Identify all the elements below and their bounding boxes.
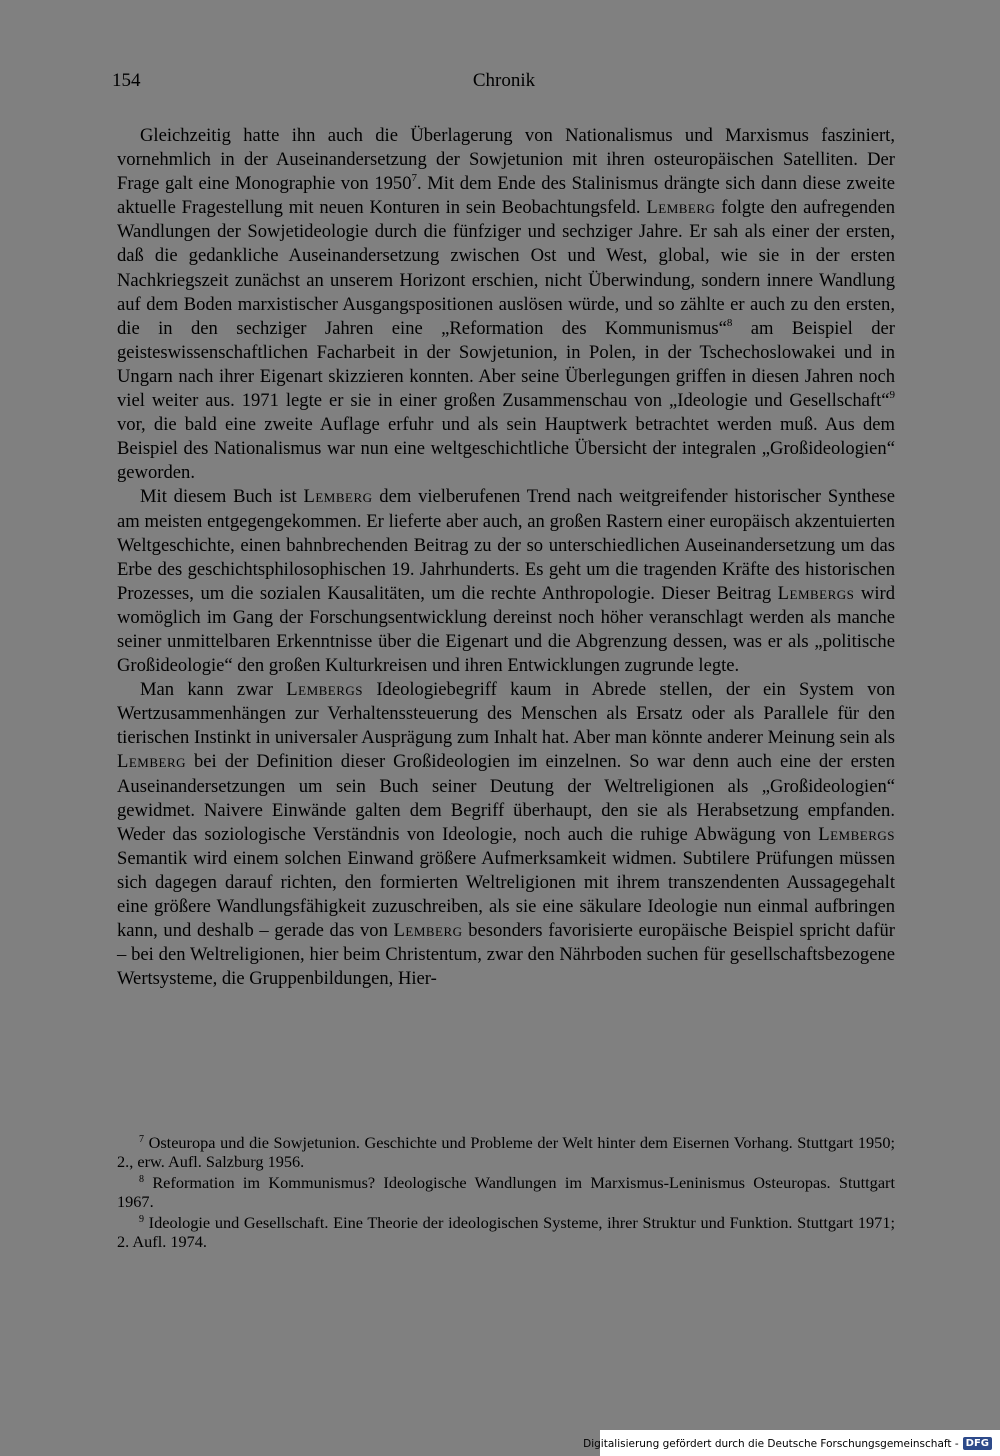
author-name: Lembergs	[818, 823, 895, 845]
credit-text: Digitalisierung gefördert durch die Deutsche Forschungsgemeinschaft -	[583, 1437, 959, 1450]
footnotes	[117, 1133, 895, 1253]
text-run: bei der Definition dieser Großideologien im einzelnen. So war denn auch eine der ersten Auseinandersetzungen um sein Buch seiner Deutung der Weltreligionen als „Großideologien“ gewidmet. Naivere Einwände galten dem Begriff überhaupt, den sie als Herabsetzung empfanden. Weder das soziologische Verständnis von Ideologie, noch auch die ruhige Abwägung von	[117, 751, 895, 845]
footnote-ref-9: 9	[889, 389, 895, 402]
paragraph-1	[117, 124, 895, 485]
paragraph-2	[117, 485, 895, 678]
text-run: wird womöglich im Gang der Forschungsentwicklung dereinst noch höher veranschlagt werden als manche seiner unmittelbaren Erkenntnisse über die Eigenart und die Abgrenzung dessen, was er als „politische Großideologie“ den großen Kulturkreisen und ihren Entwicklungen zugrunde legte.	[117, 582, 895, 677]
footnote-text: Ideologie und Gesellschaft. Eine Theorie der ideologischen Systeme, ihrer Struktur und Funktion. Stuttgart 1971; 2. Aufl. 1974.	[117, 1213, 895, 1251]
author-name: Lemberg	[303, 486, 373, 508]
author-name: Lembergs	[286, 679, 364, 701]
text-run: vor, die bald eine zweite Auflage erfuhr und als sein Hauptwerk betrachtet werden muß. Aus dem Beispiel des Nationalismus war nun eine weltgeschichtliche Übersicht der integralen „Großideologien“ geworden.	[117, 414, 895, 484]
text-run: Gleichzeitig hatte ihn auch die Überlagerung von Nationalismus und Marxismus fasziniert, vornehmlich in der Auseinandersetzung der Sowjetunion mit ihren osteuropäischen Satelliten. Der Frage galt eine Monographie von 1950	[117, 125, 895, 195]
footnote-8	[117, 1173, 895, 1211]
running-head: Chronik	[472, 70, 536, 91]
paragraph-3	[117, 678, 895, 991]
footnote-9	[117, 1213, 895, 1251]
author-name: Lembergs	[777, 582, 855, 604]
text-run: . Mit dem Ende des Stalinismus drängte sich dann diese zweite aktuelle Fragestellung mit neuen Konturen in sein Beobachtungsfeld.	[117, 173, 896, 219]
text-run: am Beispiel der geisteswissenschaftlichen Facharbeit in der Sowjetunion, in Polen, in der Tschechoslowakei und in Ungarn nach ihrer Eigenart skizzieren konnten. Aber seine Überlegungen griffen in diesen Jahren noch viel weiter aus. 1971 legte er sie in einer großen Zusammenschau von „Ideologie und Gesellschaft“	[117, 317, 895, 412]
text-run: besonders favorisierte europäische Beispiel spricht dafür – bei den Weltreligionen, hier beim Christentum, zwar den Nährboden suchen für gesellschaftsbezogene Wertsysteme, die Gruppenbildungen, Hier-	[117, 920, 895, 990]
page-header	[112, 70, 896, 96]
footnote-text: Reformation im Kommunismus? Ideologische Wandlungen im Marxismus-Leninismus Osteuropas. Stuttgart 1967.	[117, 1173, 895, 1211]
dfg-logo-icon: DFG	[963, 1437, 992, 1450]
text-run: folgte den aufregenden Wandlungen der Sowjetideologie durch die fünfziger und sechziger Jahre. Er sah als einer der ersten, daß die gedankliche Auseinandersetzung zwischen Ost und West, global, wie sie in der ersten Nachkriegszeit zunächst an unserem Horizont erschien, nicht Überwindung, sondern innere Wandlung auf dem Boden marxistischer Ausgangspositionen auslösen würde, und so zählte er auch zu den ersten, die in den sechziger Jahren eine „Reformation des Kommunismus“	[117, 197, 895, 339]
text-run: dem vielberufenen Trend nach weitgreifender historischer Synthese am meisten entgegengekommen. Er lieferte aber auch, an großen Rastern einer europäisch akzentuierten Weltgeschichte, einen bahnbrechenden Beitrag zu der so unterschiedlichen Auseinandersetzung um das Erbe des geschichtsphilosophischen 19. Jahrhunderts. Es geht um die tragenden Kräfte des historischen Prozesses, um die sozialen Kausalitäten, um die rechte Anthropologie. Dieser Beitrag	[117, 486, 896, 604]
digitization-credit	[583, 1437, 992, 1450]
text-run: Semantik wird einem solchen Einwand größere Aufmerksamkeit widmen. Subtilere Prüfungen müssen sich dagegen darauf richten, den formierten Weltreligionen mit ihrem transzendenten Aussagegehalt eine größere Wandlungsfähigkeit zuzuschreiben, als sie eine säkulare Ideologie nun einmal aufbringen kann, und deshalb – gerade das von	[117, 847, 895, 942]
footnote-ref-8: 8	[726, 316, 733, 329]
text-run: Ideologiebegriff kaum in Abrede stellen, der ein System von Wertzusammenhängen zur Verhaltenssteuerung des Menschen als Ersatz oder als Parallele für den tierischen Instinkt in universaler Ausprägung zum Inhalt hat. Aber man könnte anderer Meinung sein als	[117, 679, 895, 749]
footnote-text: Osteuropa und die Sowjetunion. Geschichte und Probleme der Welt hinter dem Eisernen Vorhang. Stuttgart 1950; 2., erw. Aufl. Salzburg 1956.	[117, 1133, 895, 1171]
body-text	[117, 124, 895, 991]
author-name: Lemberg	[393, 920, 463, 942]
footnote-mark: 9	[139, 1214, 144, 1225]
author-name: Lemberg	[646, 197, 716, 219]
text-run: Man kann zwar	[140, 679, 287, 701]
page-number: 154	[112, 70, 141, 91]
footnote-mark: 8	[139, 1174, 144, 1185]
author-name: Lemberg	[117, 751, 187, 773]
footnote-ref-7: 7	[411, 172, 418, 185]
footnote-mark: 7	[139, 1134, 144, 1145]
text-run: Mit diesem Buch ist	[140, 486, 304, 508]
footnote-7	[117, 1133, 895, 1171]
